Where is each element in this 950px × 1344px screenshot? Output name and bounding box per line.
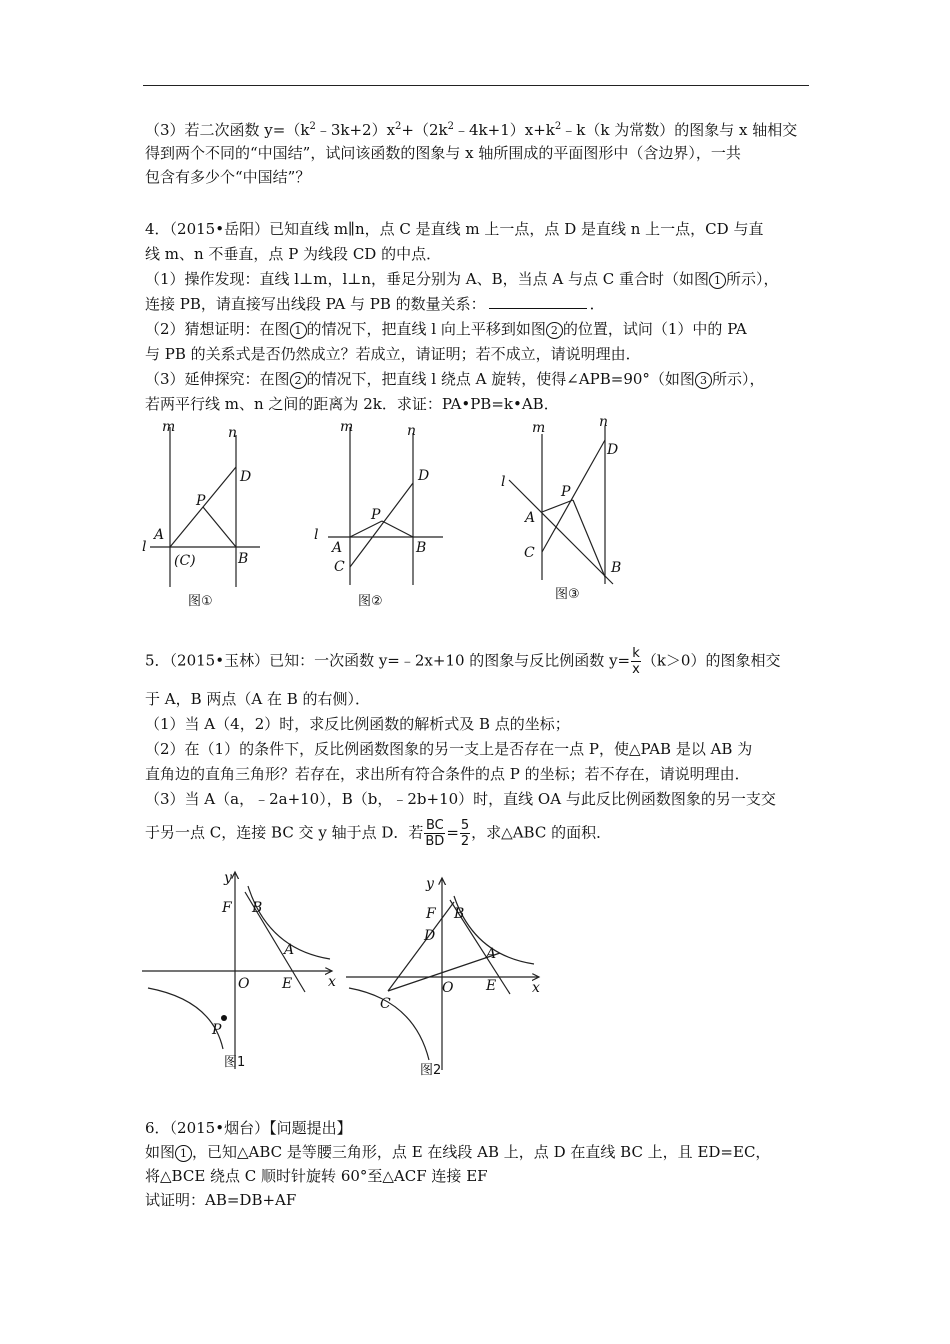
q4-line1: 4．（2015•岳阳）已知直线 m∥n，点 C 是直线 m 上一点，点 D 是直线 n 上一点，CD 与直 bbox=[145, 220, 764, 238]
q6-text-b: ，已知△ABC 是等腰三角形，点 E 在线段 AB 上，点 D 在直线 BC 上，且 ED=EC， bbox=[192, 1143, 771, 1161]
label-D: D bbox=[240, 469, 252, 485]
q4-figure-3 bbox=[495, 412, 640, 607]
label-m: m bbox=[340, 419, 354, 435]
fraction-numerator: 5 bbox=[460, 818, 470, 833]
fraction-denominator: x bbox=[632, 662, 640, 677]
label-P: P bbox=[561, 484, 571, 500]
fraction-k-over-x bbox=[631, 646, 641, 677]
figure-caption: 图③ bbox=[555, 587, 580, 602]
label-A: A bbox=[525, 510, 536, 526]
answer-blank[interactable] bbox=[489, 294, 587, 309]
label-B: B bbox=[454, 906, 465, 922]
header-rule bbox=[143, 85, 809, 86]
q4-part2-line1 bbox=[145, 318, 747, 340]
figure-caption: 图1 bbox=[224, 1055, 246, 1070]
q4-part3-line1 bbox=[145, 368, 764, 390]
q5-p3-text-a: 于另一点 C，连接 BC 交 y 轴于点 D．若 bbox=[145, 823, 424, 842]
q4-part1-line1 bbox=[145, 268, 779, 290]
label-P: P bbox=[371, 507, 381, 523]
label-C: (C) bbox=[174, 553, 196, 569]
superscript: 2 bbox=[554, 121, 562, 132]
label-C: C bbox=[524, 545, 535, 561]
circled-2: 2 bbox=[290, 372, 307, 389]
superscript: 2 bbox=[447, 121, 454, 132]
fraction-denominator: 2 bbox=[460, 834, 470, 849]
q5-line2: 于 A，B 两点（A 在 B 的右侧）． bbox=[145, 690, 371, 708]
label-D: D bbox=[607, 442, 619, 458]
q4-p2-text-b: 的情况下，把直线 l 向上平移到如图 bbox=[306, 320, 546, 338]
q5-figure-1 bbox=[140, 864, 345, 1079]
label-y: y bbox=[426, 876, 434, 892]
label-n: n bbox=[407, 423, 417, 439]
q5-p3-text-b: ，求△ABC 的面积． bbox=[471, 823, 612, 842]
q5-text-b: （k＞0）的图象相交 bbox=[641, 651, 781, 670]
circled-1: 1 bbox=[175, 1145, 192, 1162]
fraction-denominator: BD bbox=[425, 834, 445, 849]
q5-part2-line2: 直角边的直角三角形？若存在，求出所有符合条件的点 P 的坐标；若不存在，请说明理由． bbox=[145, 765, 750, 783]
label-C: C bbox=[380, 996, 391, 1012]
q6-line4: 试证明：AB=DB+AF bbox=[145, 1191, 297, 1209]
label-P: P bbox=[212, 1022, 222, 1038]
fraction-bc-over-bd bbox=[424, 818, 445, 849]
q4-figure-2 bbox=[308, 415, 448, 610]
q4-p1-text-a: （1）操作发现：直线 l⊥m，l⊥n，垂足分别为 A、B，当点 A 与点 C 重合时（如图 bbox=[145, 270, 710, 288]
equals-sign: = bbox=[446, 823, 459, 842]
label-A: A bbox=[284, 942, 295, 958]
superscript: 2 bbox=[309, 121, 316, 132]
label-F: F bbox=[222, 900, 232, 916]
q4-part1-line2 bbox=[145, 293, 605, 315]
q5-part3-line1: （3）当 A（a，﹣2a+10），B（b，﹣2b+10）时，直线 OA 与此反比例函数图象的另一支交 bbox=[145, 790, 776, 808]
label-x: x bbox=[328, 974, 336, 990]
q3-text-b: ﹣3k+2）x bbox=[315, 121, 396, 139]
label-D: D bbox=[424, 928, 436, 944]
q3-text-e: ﹣k（k 为常数）的图象与 x 轴相交 bbox=[561, 121, 798, 139]
q5-line1 bbox=[145, 646, 780, 677]
q4-p3-text-c: 所示）， bbox=[711, 370, 765, 388]
circled-2: 2 bbox=[546, 322, 563, 339]
label-B: B bbox=[252, 900, 263, 916]
q5-text-a: 5．（2015•玉林）已知：一次函数 y=﹣2x+10 的图象与反比例函数 y= bbox=[145, 651, 631, 670]
q4-p1-text-b: 所示）， bbox=[726, 270, 779, 288]
label-C: C bbox=[334, 559, 345, 575]
q4-line2: 线 m、n 不垂直，点 P 为线段 CD 的中点． bbox=[145, 245, 442, 263]
q5-part3-line2 bbox=[145, 818, 611, 849]
label-D: D bbox=[418, 468, 430, 484]
q3-text-c: +（2k bbox=[401, 121, 448, 139]
label-n: n bbox=[599, 414, 609, 430]
q4-p2-text-c: 的位置，试问（1）中的 PA bbox=[562, 320, 747, 338]
circled-1: 1 bbox=[709, 272, 726, 289]
q3-line1 bbox=[145, 116, 797, 141]
label-E: E bbox=[282, 976, 293, 992]
figure-caption: 图② bbox=[358, 594, 383, 609]
label-O: O bbox=[238, 976, 250, 992]
q3-line3: 包含有多少个“中国结”？ bbox=[145, 168, 311, 186]
label-m: m bbox=[532, 420, 546, 436]
label-m: m bbox=[162, 419, 176, 435]
circled-3: 3 bbox=[695, 372, 712, 389]
q4-p1-text-c: 连接 PB，请直接写出线段 PA 与 PB 的数量关系： bbox=[145, 295, 486, 313]
label-l: l bbox=[142, 539, 147, 555]
q4-figure-1 bbox=[140, 415, 270, 610]
q5-part1: （1）当 A（4，2）时，求反比例函数的解析式及 B 点的坐标； bbox=[145, 715, 570, 733]
label-n: n bbox=[228, 425, 238, 441]
fraction-numerator: BC bbox=[425, 818, 444, 833]
q4-p1-text-d: ． bbox=[589, 295, 605, 313]
q3-line2: 得到两个不同的“中国结”，试问该函数的图象与 x 轴所围成的平面图形中（含边界），一共 bbox=[145, 144, 741, 162]
q5-figure-2 bbox=[344, 870, 549, 1085]
label-P: P bbox=[196, 493, 206, 509]
label-A: A bbox=[154, 527, 165, 543]
q6-line1: 6．（2015•烟台）【问题提出】 bbox=[145, 1119, 352, 1137]
superscript: 2 bbox=[395, 121, 402, 132]
q6-line3: 将△BCE 绕点 C 顺时针旋转 60°至△ACF 连接 EF bbox=[145, 1167, 488, 1185]
q5-part2-line1: （2）在（1）的条件下，反比例函数图象的另一支上是否存在一点 P，使△PAB 是以 AB 为 bbox=[145, 740, 753, 758]
label-y: y bbox=[224, 870, 232, 886]
label-E: E bbox=[486, 978, 497, 994]
figure-caption: 图2 bbox=[420, 1063, 442, 1078]
q4-p2-text-a: （2）猜想证明：在图 bbox=[145, 320, 290, 338]
label-F: F bbox=[426, 906, 436, 922]
label-B: B bbox=[611, 560, 622, 576]
label-x: x bbox=[532, 980, 540, 996]
q3-text-a: （3）若二次函数 y=（k bbox=[145, 121, 310, 139]
figure-caption: 图① bbox=[188, 594, 213, 609]
q4-p3-text-a: （3）延伸探究：在图 bbox=[145, 370, 290, 388]
fraction-5-over-2 bbox=[460, 818, 470, 849]
label-B: B bbox=[238, 551, 249, 567]
label-l: l bbox=[501, 474, 506, 490]
label-l: l bbox=[314, 527, 319, 543]
label-O: O bbox=[442, 980, 454, 996]
q6-line2 bbox=[145, 1141, 770, 1163]
q6-text-a: 如图 bbox=[145, 1143, 176, 1161]
circled-1: 1 bbox=[290, 322, 307, 339]
fraction-numerator: k bbox=[632, 646, 640, 661]
q4-part3-line2: 若两平行线 m、n 之间的距离为 2k．求证：PA•PB=k•AB． bbox=[145, 395, 559, 413]
q3-text-d: ﹣4k+1）x+k bbox=[454, 121, 555, 139]
q4-part2-line2: 与 PB 的关系式是否仍然成立？若成立，请证明；若不成立，请说明理由． bbox=[145, 345, 641, 363]
point-P-marker bbox=[221, 1015, 227, 1021]
q4-p3-text-b: 的情况下，把直线 l 绕点 A 旋转，使得∠APB=90°（如图 bbox=[306, 370, 695, 388]
label-A: A bbox=[486, 946, 497, 962]
label-A: A bbox=[332, 540, 343, 556]
label-B: B bbox=[416, 540, 427, 556]
